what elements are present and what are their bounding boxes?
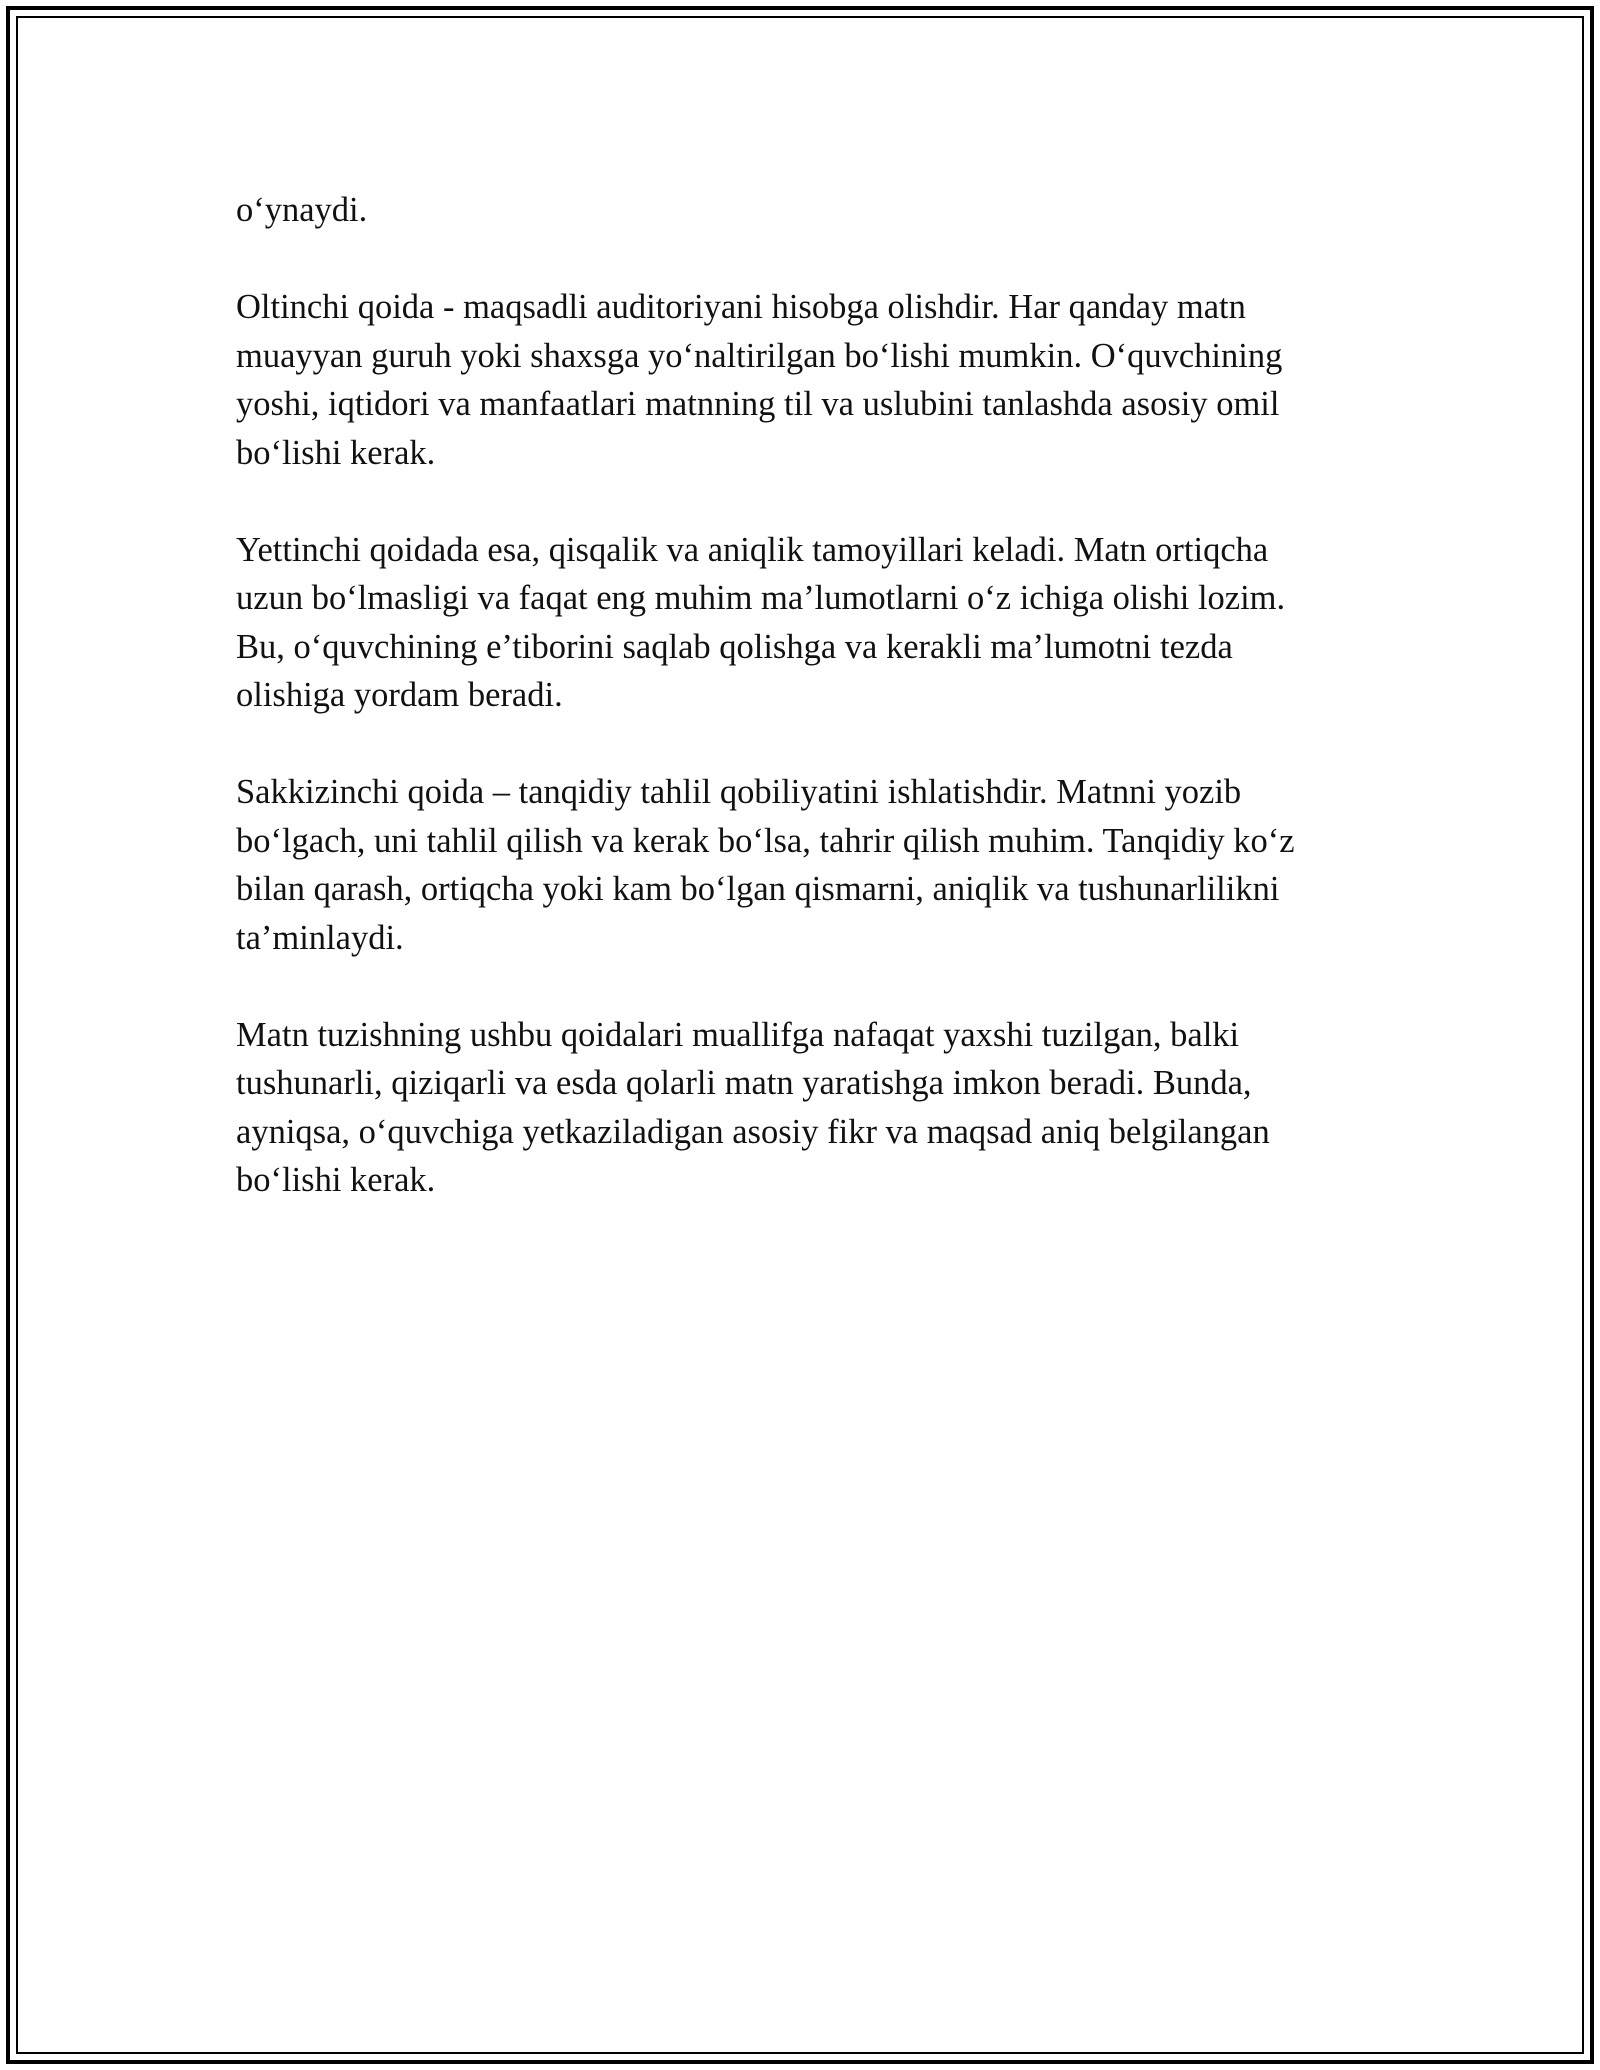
paragraph-rule-six: Oltinchi qoida - maqsadli auditoriyani hisobga olishdir. Har qanday matn muayyan guruh yoki shaxsga yo‘naltirilgan bo‘lishi mumkin. O‘quvchining yoshi, iqtidori va manfaatlari matnning til va uslubini tanlashda asosiy omil bo‘lishi kerak. [236,288,1283,472]
document-body [236,186,1386,1253]
paragraph-continuation: o‘ynaydi. [236,191,368,229]
paragraph-conclusion: Matn tuzishning ushbu qoidalari muallifga nafaqat yaxshi tuzilgan, balki tushunarli, qiziqarli va esda qolarli matn yaratishga imkon beradi. Bunda, ayniqsa, o‘quvchiga yetkaziladigan asosiy fikr va maqsad aniq belgilangan bo‘lishi kerak. [236,1015,1270,1199]
paragraph-rule-eight: Sakkizinchi qoida – tanqidiy tahlil qobiliyatini ishlatishdir. Matnni yozib bo‘lgach, uni tahlil qilish va kerak bo‘lsa, tahrir qilish muhim. Tanqidiy ko‘z bilan qarash, ortiqcha yoki kam bo‘lgan qismarni, aniqlik va tushunarlilikni ta’minlaydi. [236,773,1295,957]
paragraph-rule-seven: Yettinchi qoidada esa, qisqalik va aniqlik tamoyillari keladi. Matn ortiqcha uzun bo‘lmasligi va faqat eng muhim ma’lumotlarni o‘z ichiga olishi lozim. Bu, o‘quvchining e’tiborini saqlab qolishga va kerakli ma’lumotni tezda olishiga yordam beradi. [236,530,1286,714]
